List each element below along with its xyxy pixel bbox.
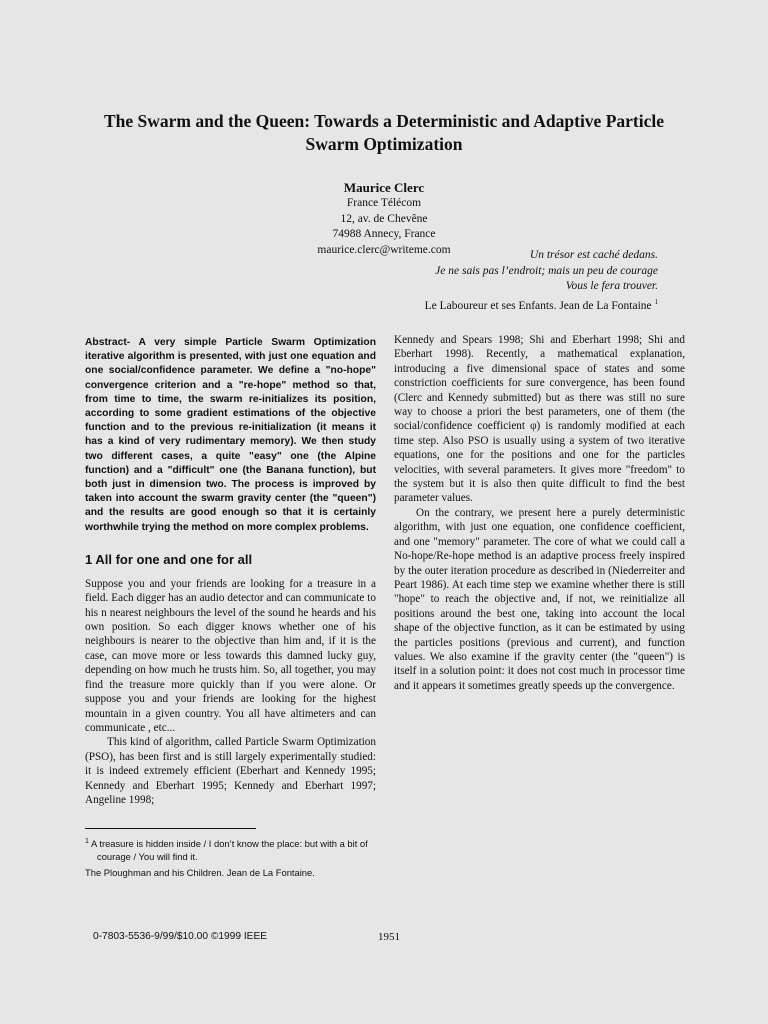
author-block (234, 179, 534, 258)
author-address-1: 12, av. de Chevêne (340, 212, 428, 225)
author-affiliation: France Télécom (346, 197, 422, 209)
title-line-2: Swarm Optimization (305, 134, 463, 154)
page-number: 1951 (378, 931, 400, 943)
footnote-mark: 1 (85, 838, 89, 845)
right-paragraph-1: Kennedy and Spears 1998; Shi and Eberhart 1998; Shi and Eberhart 1998). Recently, a mathematical explanation, introducing a five dimensional space of states and some constriction coefficients for sure convergence, has been found (Clerc and Kennedy submitted) but as there was still no sure way to choose a priori the best parameters, one of them (the social/confidence coefficient φ) is randomly modified at each time step. Also PSO is usually using a system of two iterative equations, one for the positions and one for the particles velocities, with several parameters. It gives more "freedom" to the system but it is also then quite difficult to find the best parameter values. (394, 334, 685, 505)
footnote-line-1 (85, 835, 380, 863)
section-1-paragraph-2: This kind of algorithm, called Particle Swarm Optimization (PSO), has been first and is still largely experimentally studied: it is indeed extremely efficient (Eberhart and Kennedy 1995; Kennedy and Eberhart 1995; Kennedy and Eberhart 1997; Angeline 1998; (85, 736, 376, 806)
right-column (394, 333, 685, 693)
footnote (85, 835, 380, 879)
left-column (85, 336, 376, 807)
section-1-heading: 1 All for one and one for all (85, 551, 253, 567)
epigraph-source (330, 295, 658, 314)
abstract: Abstract- A very simple Particle Swarm Optimization iterative algorithm is presented, with just one equation and one social/confidence parameter. We define a "no-hope" convergence criterion and a "re-hope" method so that, from time to time, the swarm re-initializes its position, according to some gradient estimations of the objective function and to the previous re-initialization (it means it has a kind of very rudimentary memory). We then study two different cases, a quite "easy" one (the Alpine function) and a "difficult" one (the Banana function), but both just in dimension two. The process is improved by taken into account the swarm gravity center (the "queen") and the results are good enough so that it is certainly worthwhile trying the method on more complex problems. (85, 337, 376, 533)
epigraph-footnote-mark: 1 (654, 297, 658, 306)
copyright-footer: 0-7803-5536-9/99/$10.00 ©1999 IEEE (93, 931, 268, 942)
epigraph-line-2: Je ne sais pas l’endroit; mais un peu de courage (435, 264, 658, 277)
section-1-paragraph-1: Suppose you and your friends are looking for a treasure in a field. Each digger has an audio detector and can communicate to his n nearest neighbours the level of the sound he heards and his own position. So each digger knows whether one of his neighbours is nearer to the objective than him and, if it is the case, can move more or less towards this damned lucky guy, depending on how much he trusts him. So, all together, you may find the treasure more quickly than if you were alone. Or suppose you and your friends are looking for the highest mountain in a given country. You all have altimeters and can communicate , etc... (85, 577, 376, 734)
epigraph-line-1: Un trésor est caché dedans. (529, 249, 658, 261)
paper-title (60, 110, 708, 156)
author-email: maurice.clerc@writeme.com (317, 243, 451, 256)
title-line-1: The Swarm and the Queen: Towards a Deterministic and Adaptive Particle (104, 111, 664, 131)
epigraph (330, 248, 658, 314)
footnote-rule (85, 828, 256, 829)
footnote-text-1: A treasure is hidden inside / I don’t know the place: but with a bit of courage / You will find it. (91, 838, 368, 863)
epigraph-source-text: Le Laboureur et ses Enfants. Jean de La Fontaine (424, 299, 652, 312)
epigraph-line-3: Vous le fera trouver. (565, 280, 658, 292)
author-name: Maurice Clerc (343, 180, 425, 195)
right-paragraph-2: On the contrary, we present here a purely deterministic algorithm, with just one equation, one confidence coefficient, and one "memory" parameter. The core of what we could call a No-hope/Re-hope method is an adaptive process freely inspired by the outer iteration procedure as described in (Niederreiter and Peart 1986). At each time step we examine whether there is still "hope" to reach the objective and, if not, we reinitialize all positions around the best one, taking into account the local shape of the objective function, as it can be estimated by using the particles positions (previous and current), and function values. We also examine if the gravity center (the "queen") is itself in a solution point: it does not cost much in processor time and it appears it sometimes greatly speeds up the convergence. (394, 506, 685, 692)
author-address-2: 74988 Annecy, France (332, 228, 436, 240)
footnote-line-2: The Ploughman and his Children. Jean de La Fontaine. (85, 867, 315, 879)
